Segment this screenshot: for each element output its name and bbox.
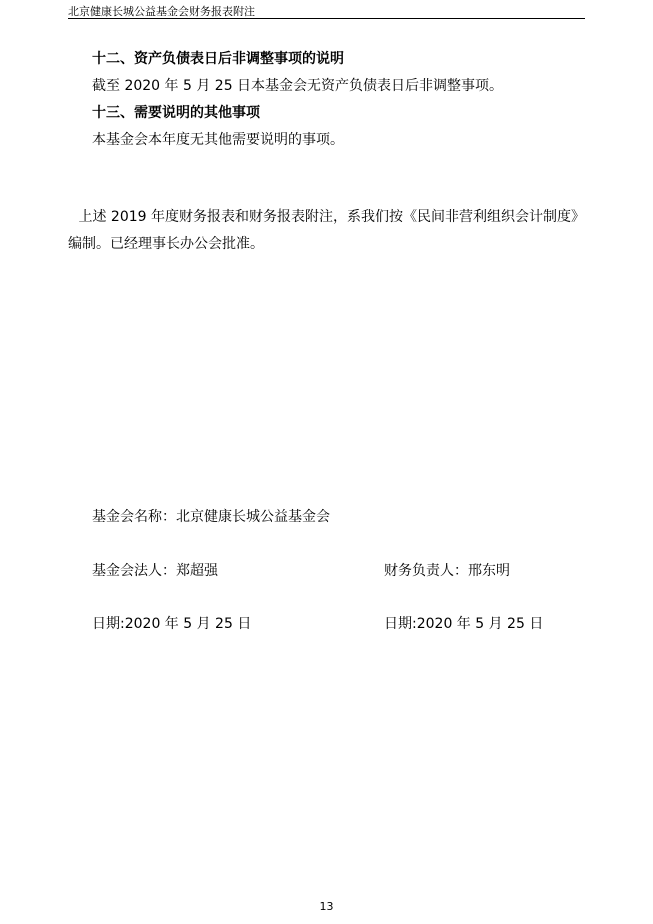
signature-date-left: 日期:2020 年 5 月 25 日 xyxy=(92,616,252,632)
signature-legal-representative: 基金会法人：郑超强 xyxy=(92,563,218,579)
section-12-body: 截至 2020 年 5 月 25 日本基金会无资产负债表日后非调整事项。 xyxy=(92,78,504,94)
section-13-body: 本基金会本年度无其他需要说明的事项。 xyxy=(92,132,344,148)
header-rule xyxy=(68,18,585,19)
closing-paragraph-line-2: 编制。已经理事长办公会批准。 xyxy=(68,236,264,252)
section-12-heading: 十二、资产负债表日后非调整事项的说明 xyxy=(92,51,344,67)
signature-finance-head: 财务负责人：邢东明 xyxy=(384,563,510,579)
signature-date-right: 日期:2020 年 5 月 25 日 xyxy=(384,616,544,632)
section-13-heading: 十三、需要说明的其他事项 xyxy=(92,105,260,121)
signature-org-name: 基金会名称：北京健康长城公益基金会 xyxy=(92,509,330,525)
page-header-title: 北京健康长城公益基金会财务报表附注 xyxy=(68,5,255,18)
closing-paragraph-line-1: 上述 2019 年度财务报表和财务报表附注，系我们按《民间非营利组织会计制度》 xyxy=(78,209,585,225)
page-number: 13 xyxy=(319,900,334,913)
